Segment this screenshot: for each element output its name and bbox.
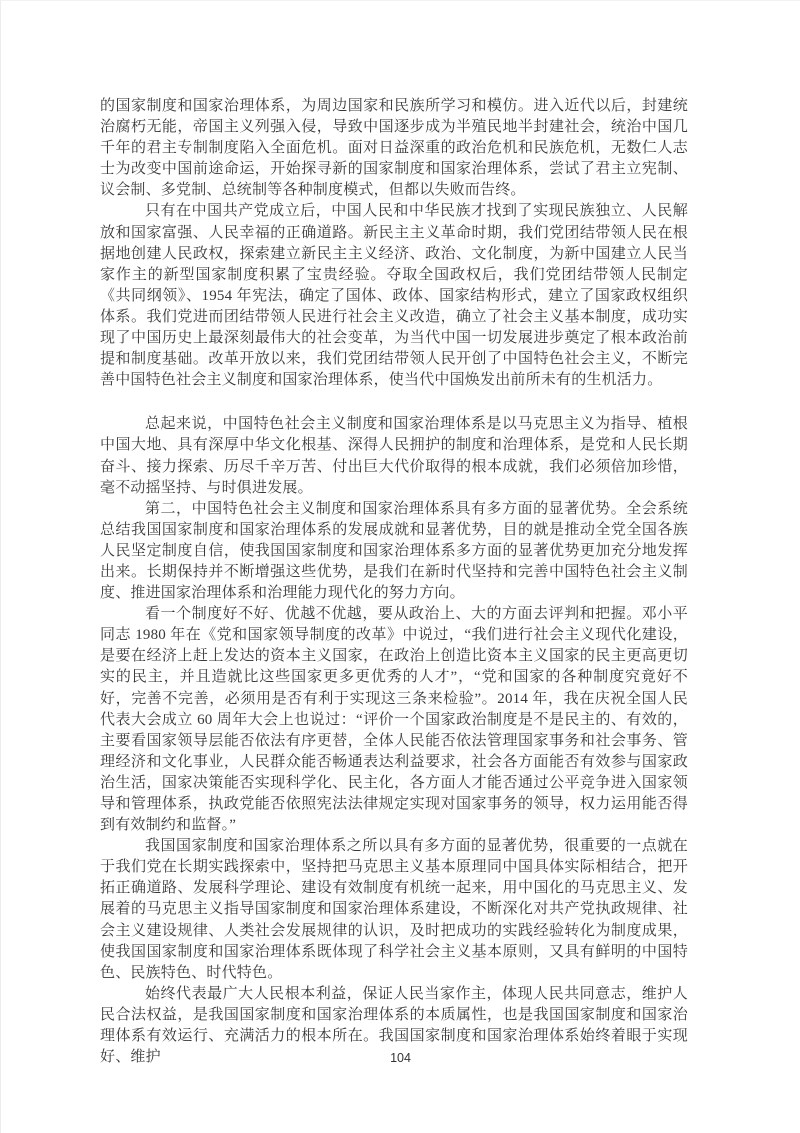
paragraph: 始终代表最广大人民根本利益，保证人民当家作主，体现人民共同意志，维护人民合法权益，是我国国家制度和国家治理体系的本质属性，也是我国国家制度和国家治理体系有效运行、充满活力的根本所在。我国国家制度和国家治理体系始终着眼于实现好、维护 (100, 985, 688, 1066)
paragraph: 看一个制度好不好、优越不优越，要从政治上、大的方面去评判和把握。邓小平同志 1980 年在《党和国家领导制度的改革》中说过，“我们进行社会主义现代化建设，是要在经济上赶上发达的资本主义国家，在政治上创造比资本主义国家的民主更高更切实的民主，并且造就比这些国家更多更优秀的人才”，“党和国家的各种制度究竟好不好，完善不完善，必须用是否有利于实现这三条来检验”。2014 年，我在庆祝全国人民代表大会成立 60 周年大会上也说过：“评价一个国家政治制度是不是民主的、有效的，主要看国家领导层能否依法有序更替，全体人民能否依法管理国家事务和社会事务、管理经济和文化事业，人民群众能否畅通表达利益要求，社会各方面能否有效参与国家政治生活，国家决策能否实现科学化、民主化，各方面人才能否通过公平竞争进入国家领导和管理体系，执政党能否依照宪法法律规定实现对国家事务的领导，权力运用能否得到有效制约和监督。” (100, 606, 688, 834)
paragraph: 第二，中国特色社会主义制度和国家治理体系具有多方面的显著优势。全会系统总结我国国家制度和国家治理体系的发展成就和显著优势，目的就是推动全党全国各族人民坚定制度自信，使我国国家制度和国家治理体系多方面的显著优势更加充分地发挥出来。长期保持并不断增强这些优势，是我们在新时代坚持和完善中国特色社会主义制度、推进国家治理体系和治理能力现代化的努力方向。 (100, 500, 688, 602)
text-block (100, 96, 688, 1068)
paragraph: 总起来说，中国特色社会主义制度和国家治理体系是以马克思主义为指导、植根中国大地、具有深厚中华文化根基、深得人民拥护的制度和治理体系，是党和人民长期奋斗、接力探索、历尽千辛万苦、付出巨大代价取得的根本成就，我们必须倍加珍惜，毫不动摇坚持、与时俱进发展。 (100, 416, 688, 496)
paragraph-continuation: 的国家制度和国家治理体系，为周边国家和民族所学习和模仿。进入近代以后，封建统治腐朽无能，帝国主义列强入侵，导致中国逐步成为半殖民地半封建社会，统治中国几千年的君主专制制度陷入全面危机。面对日益深重的政治危机和民族危机，无数仁人志士为改变中国前途命运，开始探寻新的国家制度和国家治理体系，尝试了君主立宪制、议会制、多党制、总统制等各种制度模式，但都以失败而告终。 (100, 98, 688, 199)
paragraph: 我国国家制度和国家治理体系之所以具有多方面的显著优势，很重要的一点就在于我们党在长期实践探索中，坚持把马克思主义基本原理同中国具体实际相结合，把开拓正确道路、发展科学理论、建设有效制度有机统一起来，用中国化的马克思主义、发展着的马克思主义指导国家制度和国家治理体系建设，不断深化对共产党执政规律、社会主义建设规律、人类社会发展规律的认识，及时把成功的实践经验转化为制度成果，使我国国家制度和国家治理体系既体现了科学社会主义基本原则，又具有鲜明的中国特色、民族特色、时代特色。 (100, 838, 688, 981)
paragraph: 只有在中国共产党成立后，中国人民和中华民族才找到了实现民族独立、人民解放和国家富强、人民幸福的正确道路。新民主主义革命时期，我们党团结带领人民在根据地创建人民政权，探索建立新民主主义经济、政治、文化制度，为新中国建立人民当家作主的新型国家制度积累了宝贵经验。夺取全国政权后，我们党团结带领人民制定《共同纲领》、1954 年宪法，确定了国体、政体、国家结构形式，建立了国家政权组织体系。我们党进而团结带领人民进行社会主义改造，确立了社会主义基本制度，成功实现了中国历史上最深刻最伟大的社会变革，为当代中国一切发展进步奠定了根本政治前提和制度基础。改革开放以来，我们党团结带领人民开创了中国特色社会主义，不断完善中国特色社会主义制度和国家治理体系，使当代中国焕发出前所未有的生机活力。 (100, 203, 688, 389)
page-number: 104 (390, 1051, 411, 1065)
